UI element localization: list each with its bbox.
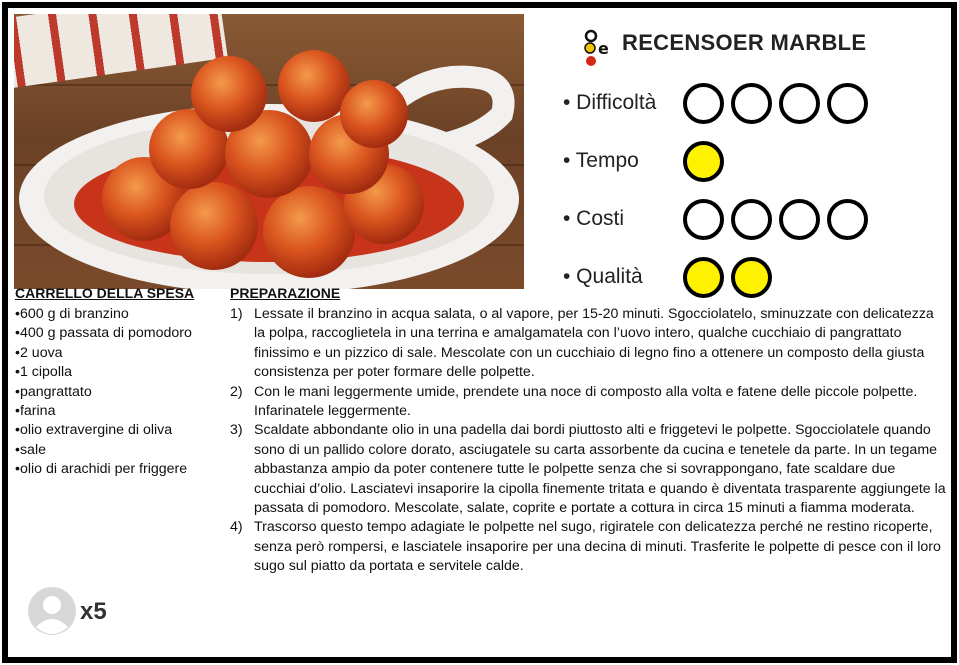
shopping-list — [15, 305, 235, 480]
rating-dot-empty — [827, 83, 868, 124]
page-title: RECENSOER MARBLE — [622, 30, 867, 55]
rating-dot-filled — [731, 257, 772, 298]
rating-dots — [683, 83, 868, 124]
rating-row — [563, 138, 724, 184]
step-number: 2) — [230, 383, 243, 400]
rating-label: • Costi — [563, 207, 625, 230]
step-number: 3) — [230, 422, 243, 439]
shopping-item: •olio di arachidi per friggere — [15, 461, 188, 478]
rating-dot-empty — [683, 199, 724, 240]
shopping-item: •farina — [15, 403, 56, 420]
shopping-item: •400 g passata di pomodoro — [15, 325, 192, 342]
shopping-item: •1 cipolla — [15, 364, 73, 381]
rating-dot-filled — [683, 141, 724, 182]
meatballs-illustration — [14, 14, 524, 289]
person-icon — [27, 586, 77, 636]
rating-row — [563, 80, 868, 126]
rating-row — [563, 254, 772, 300]
rating-dot-empty — [779, 199, 820, 240]
rating-label: • Tempo — [563, 149, 639, 172]
recipe-card — [2, 2, 957, 663]
preparation-step — [230, 305, 948, 383]
preparation-step — [230, 383, 948, 422]
preparation-step — [230, 518, 948, 576]
preparation-step — [230, 421, 948, 518]
rating-row — [563, 196, 868, 242]
step-text: Lessate il branzino in acqua salata, o al vapore, per 15-20 minuti. Sgocciolatelo, sminuzzate con delicatezza la polpa, raccoglietela in una terrina e amalgamatela con l’uovo intero, qualche cucchiaio di pangrattato finissimo e un pizzico di sale. Mescolate con un cucchiaio di legno fino a ottenere un composto della giusta consistenza per poter formare delle polpette. — [254, 306, 934, 381]
shopping-item: •sale — [15, 441, 46, 458]
rating-dots — [683, 141, 724, 182]
rating-dot-filled — [683, 257, 724, 298]
rating-label: • Difficoltà — [563, 91, 657, 114]
recipe-photo — [14, 14, 524, 289]
step-text: Trascorso questo tempo adagiate le polpette nel sugo, rigiratele con delicatezza perché ne restino ricoperte, senza però rompersi, e lasciatele insaporire per una decina di minuti. Trasferite le polpette di pesce con il loro sugo sul piatto da portata e servitele calde. — [254, 519, 941, 575]
svg-text:e: e — [598, 39, 609, 58]
rating-dot-empty — [779, 83, 820, 124]
rating-dot-empty — [731, 83, 772, 124]
preparation-steps — [230, 305, 948, 577]
step-number: 4) — [230, 519, 243, 536]
recensoer-logo-icon — [583, 28, 617, 68]
step-number: 1) — [230, 306, 243, 322]
shopping-item: •olio extravergine di oliva — [15, 422, 173, 439]
shopping-item: •pangrattato — [15, 383, 92, 400]
preparation-title: PREPARAZIONE — [230, 285, 341, 301]
rating-label: • Qualità — [563, 265, 643, 288]
rating-dots — [683, 199, 868, 240]
rating-dot-empty — [683, 83, 724, 124]
shopping-item: •600 g di branzino — [15, 306, 129, 322]
rating-dot-empty — [731, 199, 772, 240]
shopping-list-title: CARRELLO DELLA SPESA — [15, 285, 195, 301]
rating-dots — [683, 257, 772, 298]
servings-count: x5 — [80, 598, 107, 625]
step-text: Con le mani leggermente umide, prendete una noce di composto alla volta e fatene delle piccole polpette. Infarinatele leggermente. — [254, 383, 918, 420]
step-text: Scaldate abbondante olio in una padella dai bordi piuttosto alti e friggetevi le polpette. Sgocciolatele quando sono di un pallido colore dorato, asciugatele su carta assorbente da cucina e tenetele da parte. In un tegame abbastanza ampio da poter contenere tutte le polpette senza che si sovrappongano, fate scaldare due cucchiai d’olio. Lasciatevi insaporire la cipolla finemente tritata e quando è diventata trasparente aggiungete la passata di pomodoro. Mescolate, salate, coprite e portate a cottura in circa 15 minuti a fiamma moderata. — [254, 422, 946, 517]
shopping-item: •2 uova — [15, 344, 63, 361]
rating-dot-empty — [827, 199, 868, 240]
